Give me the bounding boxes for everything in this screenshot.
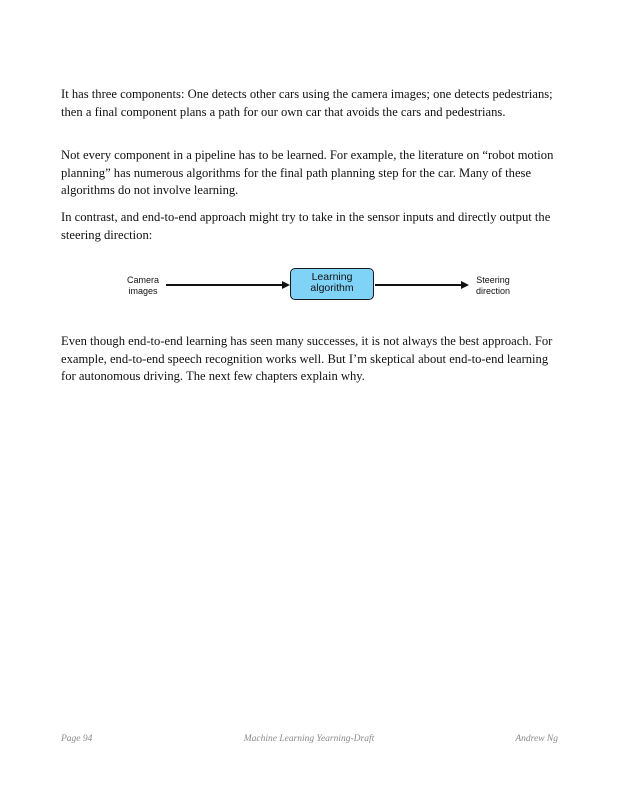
box-label-line2: algorithm [310, 282, 354, 294]
arrow-input-to-box [166, 284, 282, 286]
box-label-line1: Learning [311, 271, 353, 283]
learning-algorithm-box [290, 268, 374, 300]
paragraph-end-to-end-intro: In contrast, and end-to-end approach might try to take in the sensor inputs and directly output the steering direction: [61, 210, 551, 242]
footer-book-title: Machine Learning Yearning-Draft [243, 734, 375, 744]
input-label-line2: images [128, 286, 158, 296]
input-label-line1: Camera [126, 275, 159, 285]
output-label-line1: Steering [476, 275, 510, 285]
output-label-line2: direction [475, 286, 511, 296]
arrow-box-to-output [375, 284, 461, 286]
arrowhead-box-to-output [461, 281, 469, 289]
diagram-input-label [118, 275, 168, 297]
footer-author: Andrew Ng [515, 734, 558, 744]
footer-page-number: Page 94 [61, 734, 93, 744]
arrowhead-input-to-box [282, 281, 290, 289]
paragraph-skeptical: Even though end-to-end learning has seen many successes, it is not always the best approach. For example, end-to-end speech recognition works well. But I’m skeptical about end-to-end learning for autonomous driving. The next few chapters explain why. [61, 334, 553, 383]
paragraph-components: It has three components: One detects other cars using the camera images; one detects pedestrians; then a final component plans a path for our own car that avoids the cars and pedestrians. [61, 87, 553, 119]
paragraph-pipeline: Not every component in a pipeline has to be learned. For example, the literature on “robot motion planning” has numerous algorithms for the final path planning step for the car. Many of these algorithms do not involve learning. [61, 148, 554, 197]
diagram-output-label [466, 275, 520, 297]
